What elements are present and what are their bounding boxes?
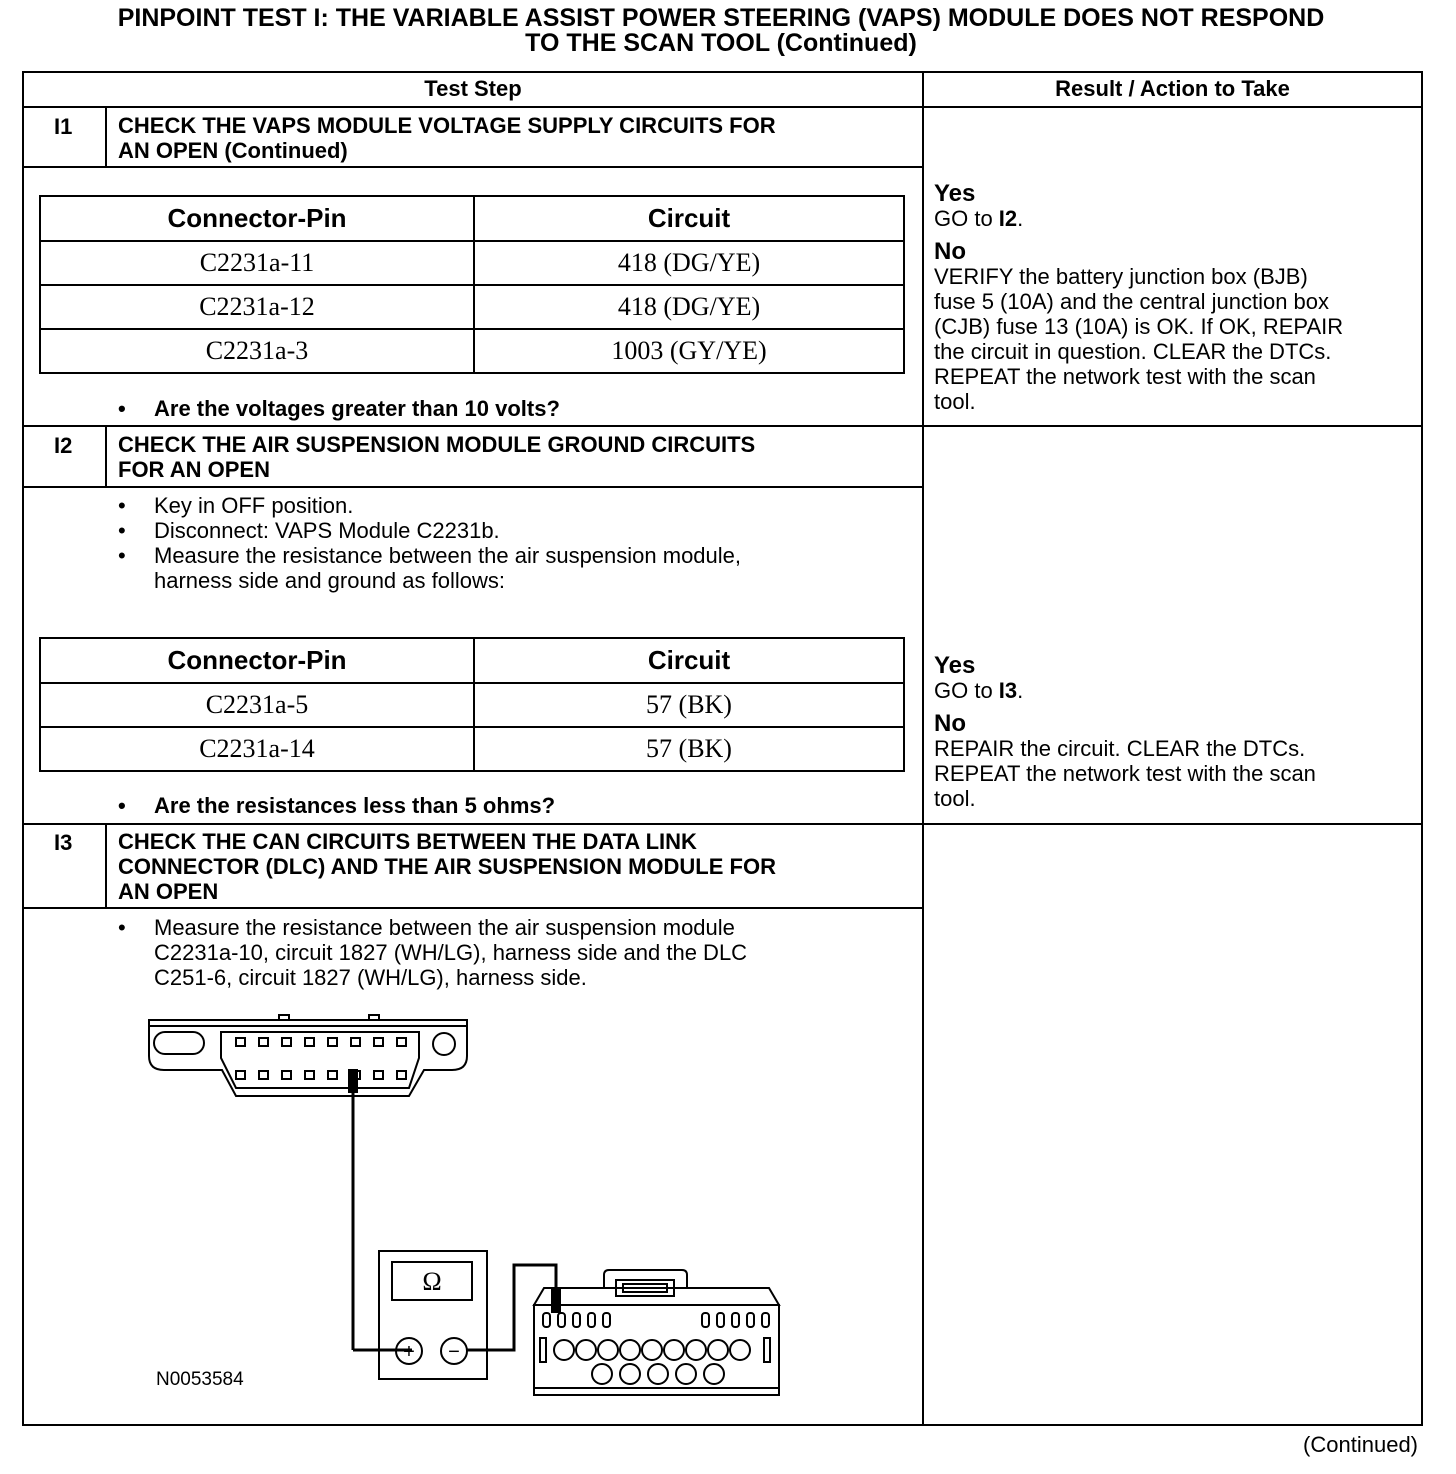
yes-action-end: . [1017, 206, 1024, 231]
question-i2: • Are the resistances less than 5 ohms? [118, 793, 555, 818]
minus-terminal-label: − [448, 1341, 460, 1363]
no-action-line: (CJB) fuse 13 (10A) is OK. If OK, REPAIR [934, 314, 1344, 339]
yes-target: I3 [998, 678, 1018, 703]
cell-circuit: 418 (DG/YE) [474, 285, 904, 329]
dlc-connector-icon [149, 1015, 467, 1096]
cell-pin: C2231a-14 [40, 727, 474, 771]
col-connector-pin: Connector-Pin [40, 638, 474, 683]
question-list-i2 [118, 793, 555, 818]
result-i2 [934, 653, 1414, 811]
module-cavity-row-1 [554, 1340, 750, 1360]
no-action-line: REPAIR the circuit. CLEAR the DTCs. [934, 736, 1306, 761]
list-item [118, 915, 747, 990]
col-connector-pin: Connector-Pin [40, 196, 474, 241]
yes-label: Yes [934, 652, 976, 679]
result-i1 [934, 181, 1414, 414]
dlc-pin-row-bottom [236, 1071, 406, 1079]
header-result: Result / Action to Take [1055, 76, 1290, 101]
table-header-row [40, 196, 904, 241]
col-circuit: Circuit [474, 638, 904, 683]
cell-pin: C2231a-11 [40, 241, 474, 285]
no-action-line: fuse 5 (10A) and the central junction box [934, 289, 1330, 314]
dlc-pin-row-top [236, 1038, 406, 1046]
module-cavity-row-2 [592, 1364, 724, 1384]
no-action-line: the circuit in question. CLEAR the DTCs. [934, 339, 1332, 364]
step-title-i3-line3: AN OPEN [118, 879, 219, 904]
yes-target: I2 [998, 206, 1018, 231]
table-row [40, 241, 904, 285]
list-item-line: C251-6, circuit 1827 (WH/LG), harness side. [154, 965, 587, 990]
list-item-line: C2231a-10, circuit 1827 (WH/LG), harness side and the DLC [154, 940, 748, 965]
connector-table-i1 [39, 195, 905, 374]
list-item: • Measure the resistance between the air suspension module, [118, 543, 741, 568]
cell-circuit: 1003 (GY/YE) [474, 329, 904, 373]
page-title-line1: PINPOINT TEST I: THE VARIABLE ASSIST POWER STEERING (VAPS) MODULE DOES NOT RESPOND [117, 4, 1325, 32]
step-title-i3-line2: CONNECTOR (DLC) AND THE AIR SUSPENSION MODULE FOR [118, 854, 776, 879]
step-title-i2-line1: CHECK THE AIR SUSPENSION MODULE GROUND CIRCUITS [118, 432, 756, 457]
yes-action-text: GO to [934, 206, 999, 231]
list-item: • Disconnect: VAPS Module C2231b. [118, 518, 741, 543]
list-item-line: • Measure the resistance between the air suspension module [154, 915, 735, 940]
cell-pin: C2231a-3 [40, 329, 474, 373]
cell-pin: C2231a-12 [40, 285, 474, 329]
yes-label: Yes [934, 180, 976, 207]
ohm-symbol: Ω [422, 1267, 442, 1296]
step-title-i1-line1: CHECK THE VAPS MODULE VOLTAGE SUPPLY CIRCUITS FOR [118, 113, 776, 138]
table-row [40, 329, 904, 373]
header-test-step: Test Step [424, 76, 522, 101]
table-row [40, 683, 904, 727]
question-list-i1 [118, 396, 560, 421]
air-suspension-connector-icon [534, 1270, 779, 1395]
step-title-i3 [118, 829, 776, 904]
step-title-i1 [118, 113, 776, 163]
step-title-i2-line2: FOR AN OPEN [118, 457, 270, 482]
cell-circuit: 57 (BK) [474, 727, 904, 771]
connector-table-i2 [39, 637, 905, 772]
cell-circuit: 418 (DG/YE) [474, 241, 904, 285]
list-item-continuation: harness side and ground as follows: [154, 568, 505, 593]
yes-action [934, 678, 1414, 703]
no-label: No [934, 238, 966, 265]
page-title-line2: TO THE SCAN TOOL (Continued) [525, 29, 917, 57]
dlc-meter-diagram [124, 1008, 824, 1408]
module-pin-top-row [543, 1313, 769, 1327]
yes-action-end: . [1017, 678, 1024, 703]
col-circuit: Circuit [474, 196, 904, 241]
step-id-i3: I3 [54, 830, 73, 855]
no-action-line: tool. [934, 786, 976, 811]
no-label: No [934, 710, 966, 737]
continued-label: (Continued) [1303, 1432, 1418, 1457]
page-title [0, 6, 1442, 56]
table-row [40, 727, 904, 771]
instruction-list-i2 [118, 493, 741, 593]
pinpoint-test-table [22, 71, 1423, 1426]
yes-action-text: GO to [934, 678, 999, 703]
no-action-line: VERIFY the battery junction box (BJB) [934, 264, 1308, 289]
cell-pin: C2231a-5 [40, 683, 474, 727]
yes-action [934, 206, 1414, 231]
step-title-i1-line2: AN OPEN (Continued) [118, 138, 348, 163]
no-action-line: REPEAT the network test with the scan [934, 761, 1316, 786]
step-title-i2 [118, 432, 755, 482]
table-header-row [40, 638, 904, 683]
no-action-line: tool. [934, 389, 976, 414]
table-row [40, 285, 904, 329]
step-id-i2: I2 [54, 433, 73, 458]
plus-terminal-label: + [403, 1341, 415, 1363]
step-id-i1: I1 [54, 114, 73, 139]
question-i1: • Are the voltages greater than 10 volts? [118, 396, 560, 421]
instruction-list-i3 [118, 915, 747, 990]
no-action-line: REPEAT the network test with the scan [934, 364, 1316, 389]
list-item: • Key in OFF position. [118, 493, 741, 518]
figure-id: N0053584 [156, 1369, 244, 1390]
step-title-i3-line1: CHECK THE CAN CIRCUITS BETWEEN THE DATA LINK [118, 829, 697, 854]
cell-circuit: 57 (BK) [474, 683, 904, 727]
